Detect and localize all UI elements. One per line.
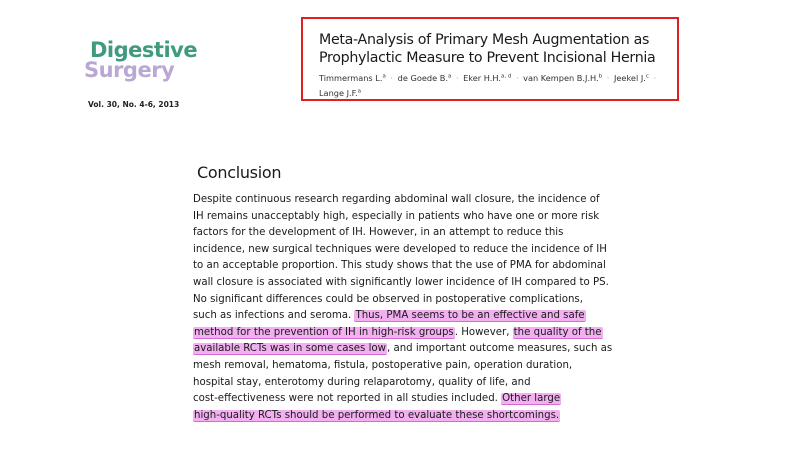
text-segment: mesh removal, hematoma, fistula, postoperative pain, operation duration, bbox=[193, 359, 573, 371]
author-separator: · bbox=[650, 73, 657, 83]
text-segment: such as infections and seroma. bbox=[193, 310, 355, 322]
article-title bbox=[319, 31, 679, 67]
text-segment: No significant differences could be observed in postoperative complications, bbox=[193, 293, 583, 305]
highlighted-text: method for the prevention of IH in high-risk groups bbox=[194, 326, 454, 338]
text-segment: Despite continuous research regarding abdominal wall closure, the incidence of bbox=[193, 194, 600, 205]
text-line bbox=[193, 308, 603, 325]
section-heading-conclusion: Conclusion bbox=[197, 163, 282, 182]
highlighted-text: high-quality RCTs should be performed to evaluate these shortcomings. bbox=[194, 409, 560, 421]
author-affiliation: c bbox=[645, 73, 649, 80]
article-header-box bbox=[301, 17, 679, 101]
text-line bbox=[193, 341, 613, 358]
author-name: Timmermans L.$^a$ bbox=[319, 73, 386, 83]
author-affiliation: b bbox=[598, 73, 603, 80]
author-name: de Goede B.$^a$ bbox=[397, 73, 452, 83]
text-line bbox=[193, 391, 603, 408]
text-segment: cost-effectiveness were not reported in all studies included. bbox=[193, 393, 502, 405]
text-line bbox=[193, 192, 603, 209]
author-affiliation: a bbox=[382, 73, 386, 80]
author-affiliation: a bbox=[357, 88, 361, 95]
author-separator: · bbox=[604, 73, 612, 83]
text-segment: wall closure is associated with significantly lower incidence of IH compared to PS. bbox=[193, 276, 609, 288]
text-segment: to an acceptable proportion. This study shows that the use of PMA for abdominal bbox=[193, 260, 606, 272]
text-line bbox=[193, 225, 603, 242]
author-name: van Kempen B.J.H.$^b$ bbox=[523, 73, 603, 83]
journal-volume: Vol. 30, No. 4-6, 2013 bbox=[88, 100, 180, 109]
text-line bbox=[193, 292, 603, 309]
text-line bbox=[193, 325, 603, 342]
text-segment: , and important outcome measures, such as bbox=[386, 343, 613, 355]
article-title-line-2: Prophylactic Measure to Prevent Incisional Hernia bbox=[319, 50, 656, 66]
logo-word-surgery: Surgery bbox=[84, 58, 175, 82]
text-line bbox=[193, 209, 603, 226]
author-affiliation: a, d bbox=[500, 73, 512, 80]
journal-logo bbox=[84, 38, 198, 92]
author-affiliation: a bbox=[447, 73, 452, 80]
text-line bbox=[193, 358, 603, 375]
author-name: Jeekel J.$^c$ bbox=[613, 73, 649, 83]
highlighted-text: Other large bbox=[502, 393, 561, 405]
conclusion-body bbox=[193, 192, 613, 424]
author-separator: · bbox=[453, 73, 462, 83]
author-separator: · bbox=[513, 73, 522, 83]
text-line bbox=[193, 375, 603, 392]
text-line bbox=[193, 275, 609, 292]
author-list bbox=[319, 71, 669, 101]
text-segment: hospital stay, enterotomy during relaparotomy, quality of life, and bbox=[193, 376, 531, 388]
text-segment: factors for the development of IH. However, in an attempt to reduce this bbox=[193, 227, 564, 239]
highlighted-text: the quality of the bbox=[513, 326, 602, 338]
text-segment: IH remains unacceptably high, especially in patients who have one or more risk bbox=[193, 210, 600, 222]
text-segment: incidence, new surgical techniques were developed to reduce the incidence of IH bbox=[193, 243, 607, 255]
highlighted-text: available RCTs was in some cases low bbox=[194, 343, 386, 355]
author-name: Eker H.H.$^{a, d}$ bbox=[463, 73, 512, 83]
author-name: Lange J.F.$^a$ bbox=[319, 88, 361, 98]
text-line bbox=[193, 408, 603, 425]
text-segment: . However, bbox=[454, 326, 513, 338]
highlighted-text: Thus, PMA seems to be an effective and safe bbox=[355, 310, 585, 322]
logo-word-digestive: Digestive bbox=[90, 38, 198, 62]
text-line bbox=[193, 258, 606, 275]
text-line bbox=[193, 242, 607, 259]
author-separator: · bbox=[387, 73, 396, 83]
article-title-line-1: Meta-Analysis of Primary Mesh Augmentation as bbox=[319, 32, 650, 48]
